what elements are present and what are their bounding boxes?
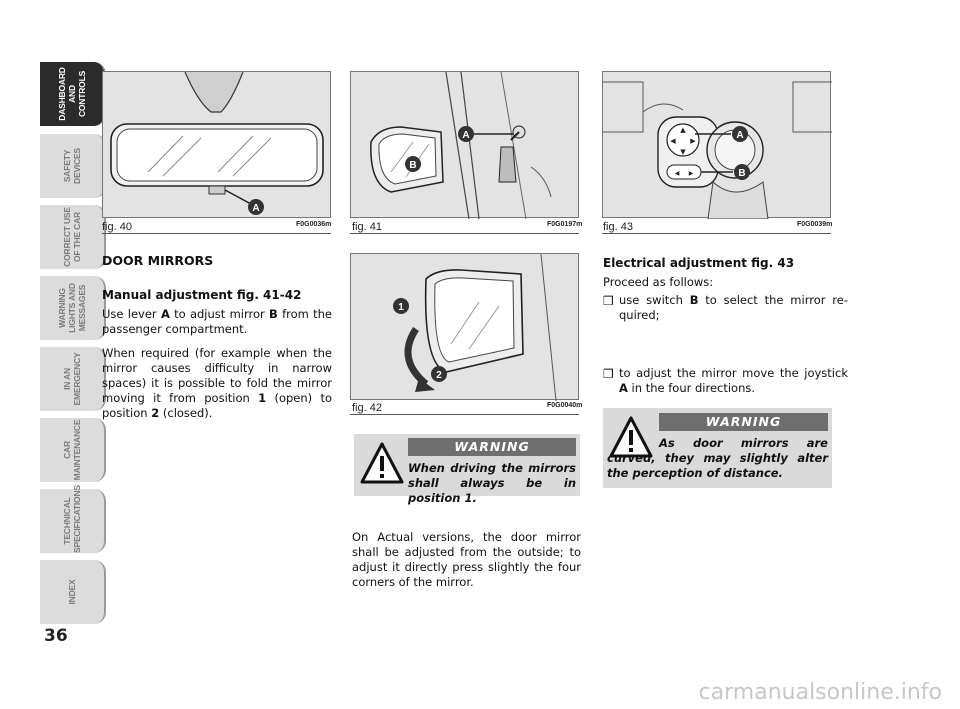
actual-versions-paragraph: On Actual versions, the door mirror shall be adjusted from the outside; to adjust it directly press slightly the four corners of the mirror. xyxy=(352,530,581,589)
tab-label: WARNING LIGHTS AND MESSAGES xyxy=(57,283,87,333)
bullet-box-icon: ❒ xyxy=(603,294,614,308)
tab-label: IN AN EMERGENCY xyxy=(62,352,82,406)
warning-box-mirror-position xyxy=(354,434,580,505)
rearview-mirror-illustration xyxy=(103,72,332,219)
figure-40-code: F0G0036m xyxy=(296,221,332,228)
svg-text:▲: ▲ xyxy=(680,126,686,134)
warning-triangle-icon xyxy=(360,442,404,486)
callout-b: B xyxy=(409,160,417,171)
tab-label: CORRECT USE OF THE CAR xyxy=(62,207,82,267)
callout-b: B xyxy=(738,168,746,179)
divider xyxy=(350,414,579,415)
svg-text:▶: ▶ xyxy=(690,137,696,145)
bullet-select-mirror: ❒ use switch B to select the mirror re-quired; xyxy=(603,293,848,322)
callout-a: A xyxy=(252,203,260,214)
tab-safety-devices[interactable] xyxy=(40,134,106,198)
callout-a: A xyxy=(736,130,744,141)
manual-adjustment-heading: Manual adjustment fig. 41-42 xyxy=(102,288,302,302)
figure-41-code: F0G0197m xyxy=(547,221,583,228)
warning-text: As door mirrors are curved, they may slightly alter the perception of distance. xyxy=(607,436,828,480)
warning-title: WARNING xyxy=(408,438,576,456)
page-number: 36 xyxy=(44,626,68,646)
tab-label: INDEX xyxy=(67,579,77,605)
figure-40-caption: fig. 40 xyxy=(102,221,132,233)
callout-a: A xyxy=(462,130,470,141)
tab-label: TECHNICAL SPECIFICATIONS xyxy=(62,485,82,553)
electrical-adjustment-heading: Electrical adjustment fig. 43 xyxy=(603,256,795,270)
svg-text:◀: ◀ xyxy=(674,170,680,177)
figure-42-caption: fig. 42 xyxy=(352,402,382,414)
door-mirror-lever-illustration xyxy=(351,72,580,219)
figure-43-code: F0G0039m xyxy=(797,221,833,228)
warning-text: When driving the mirrors shall always be in position 1. xyxy=(408,461,576,505)
tab-in-an-emergency[interactable] xyxy=(40,347,106,411)
callout-1: 1 xyxy=(398,302,404,313)
tab-warning-lights[interactable] xyxy=(40,276,106,340)
figure-42-folding-mirror xyxy=(350,253,579,400)
tab-label: CAR MAINTENANCE xyxy=(62,419,82,481)
watermark: carmanualsonline.info xyxy=(698,680,942,705)
figure-42-code: F0G0040m xyxy=(547,402,583,409)
fold-mirror-paragraph: When required (for example when the mirror causes difficulty in narrow spaces) it is possible to fold the mirror moving it from position 1 (open) to position 2 (closed). xyxy=(102,346,332,420)
divider xyxy=(602,233,831,234)
figure-43-electric-switch xyxy=(602,71,831,218)
tab-label: SAFETY DEVICES xyxy=(62,148,82,184)
svg-text:▼: ▼ xyxy=(680,148,686,156)
tab-index[interactable] xyxy=(40,560,106,624)
tab-car-maintenance[interactable] xyxy=(40,418,106,482)
tab-dashboard-and-controls[interactable] xyxy=(40,62,106,126)
bullet-joystick: ❒ to adjust the mirror move the joystick A in the four directions. xyxy=(603,366,848,395)
warning-title: WARNING xyxy=(659,413,828,431)
divider xyxy=(350,233,579,234)
warning-box-curved-mirrors xyxy=(603,408,832,488)
bullet-box-icon: ❒ xyxy=(603,367,614,381)
figure-40-rearview-mirror xyxy=(102,71,331,218)
figure-41-caption: fig. 41 xyxy=(352,221,382,233)
divider xyxy=(102,233,331,234)
figure-41-door-mirror-lever xyxy=(350,71,579,218)
svg-text:◀: ◀ xyxy=(670,137,676,145)
electric-switch-illustration xyxy=(603,72,832,219)
callout-2: 2 xyxy=(436,370,442,381)
section-heading: DOOR MIRRORS xyxy=(102,253,214,268)
tab-correct-use[interactable] xyxy=(40,205,106,269)
folding-mirror-illustration xyxy=(351,254,580,401)
figure-43-caption: fig. 43 xyxy=(603,221,633,233)
svg-text:▶: ▶ xyxy=(688,170,694,177)
manual-adjustment-paragraph: Use lever A to adjust mirror B from the passenger compartment. xyxy=(102,307,332,336)
tab-technical-specifications[interactable] xyxy=(40,485,106,553)
tab-label: DASHBOARD AND CONTROLS xyxy=(57,67,87,121)
proceed-intro: Proceed as follows: xyxy=(603,275,714,289)
